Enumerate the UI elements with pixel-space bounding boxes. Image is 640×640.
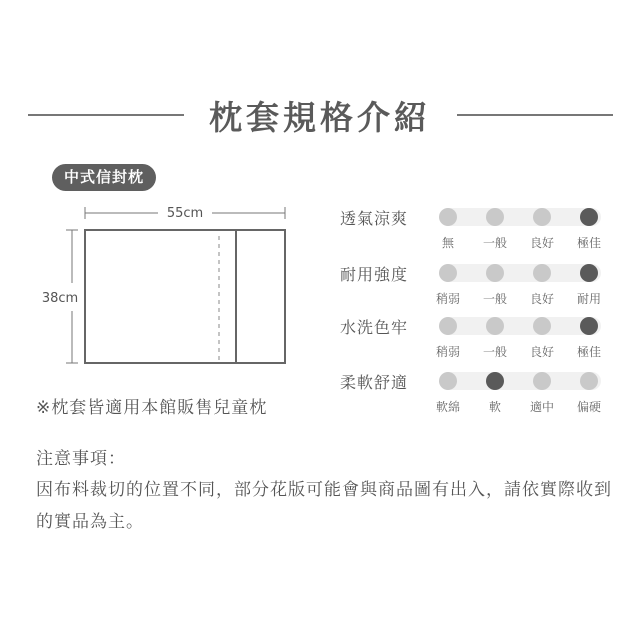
pillowcase-outline [85, 230, 285, 363]
feature-ratings [340, 200, 620, 430]
rating-row [340, 256, 620, 306]
rating-level-label: 一般 [482, 236, 507, 250]
height-label: 38cm [41, 291, 79, 306]
rating-dot-selected [580, 208, 598, 226]
rating-dot [486, 264, 504, 282]
rating-level-label: 良好 [529, 292, 554, 306]
rating-track [444, 264, 601, 282]
rating-level-label: 一般 [482, 292, 507, 306]
rating-level-label: 一般 [482, 345, 507, 359]
notice-body: 因布料裁切的位置不同，部分花版可能會與商品圖有出入，請依實際收到的實品為主。 [36, 480, 612, 532]
rating-row [340, 364, 620, 414]
rating-level-label: 良好 [529, 345, 554, 359]
rating-dot [439, 264, 457, 282]
pillowcase-diagram [30, 198, 310, 378]
rating-level-label: 極佳 [576, 236, 601, 250]
rating-level-label: 偏硬 [576, 400, 601, 414]
rating-label: 水洗色牢 [340, 318, 409, 337]
title-divider-right [457, 114, 613, 116]
rating-row [340, 309, 620, 359]
rating-level-label: 良好 [529, 236, 554, 250]
rating-dot [580, 372, 598, 390]
rating-dot [439, 372, 457, 390]
rating-label: 柔軟舒適 [340, 373, 409, 392]
rating-level-label: 軟綿 [435, 400, 460, 414]
rating-dot-selected [580, 317, 598, 335]
rating-dot [486, 208, 504, 226]
kids-pillow-note: ※枕套皆適用本館販售兒童枕 [36, 398, 268, 418]
section-title-block [0, 88, 640, 138]
rating-dot [533, 208, 551, 226]
notice-heading: 注意事項： [36, 449, 126, 469]
rating-level-label: 極佳 [576, 345, 601, 359]
rating-level-label: 無 [441, 236, 454, 250]
rating-row [340, 200, 620, 250]
rating-label: 耐用強度 [340, 265, 409, 284]
rating-level-label: 稍弱 [435, 345, 460, 359]
rating-dot [439, 317, 457, 335]
rating-track [444, 372, 601, 390]
title-divider-left [28, 114, 184, 116]
page-title: 枕套規格介紹 [209, 98, 431, 137]
rating-dot [486, 317, 504, 335]
rating-dot [533, 372, 551, 390]
rating-track [444, 208, 601, 226]
rating-level-label: 耐用 [576, 292, 601, 306]
rating-dot [533, 317, 551, 335]
pillow-type-badge: 中式信封枕 [52, 164, 156, 191]
rating-dot [439, 208, 457, 226]
rating-level-label: 稍弱 [435, 292, 460, 306]
width-label: 55cm [166, 206, 204, 221]
rating-level-label: 軟 [488, 400, 501, 414]
rating-dot-selected [486, 372, 504, 390]
rating-label: 透氣涼爽 [340, 209, 409, 228]
rating-dot [533, 264, 551, 282]
rating-track [444, 317, 601, 335]
rating-level-label: 適中 [529, 400, 554, 414]
rating-dot-selected [580, 264, 598, 282]
